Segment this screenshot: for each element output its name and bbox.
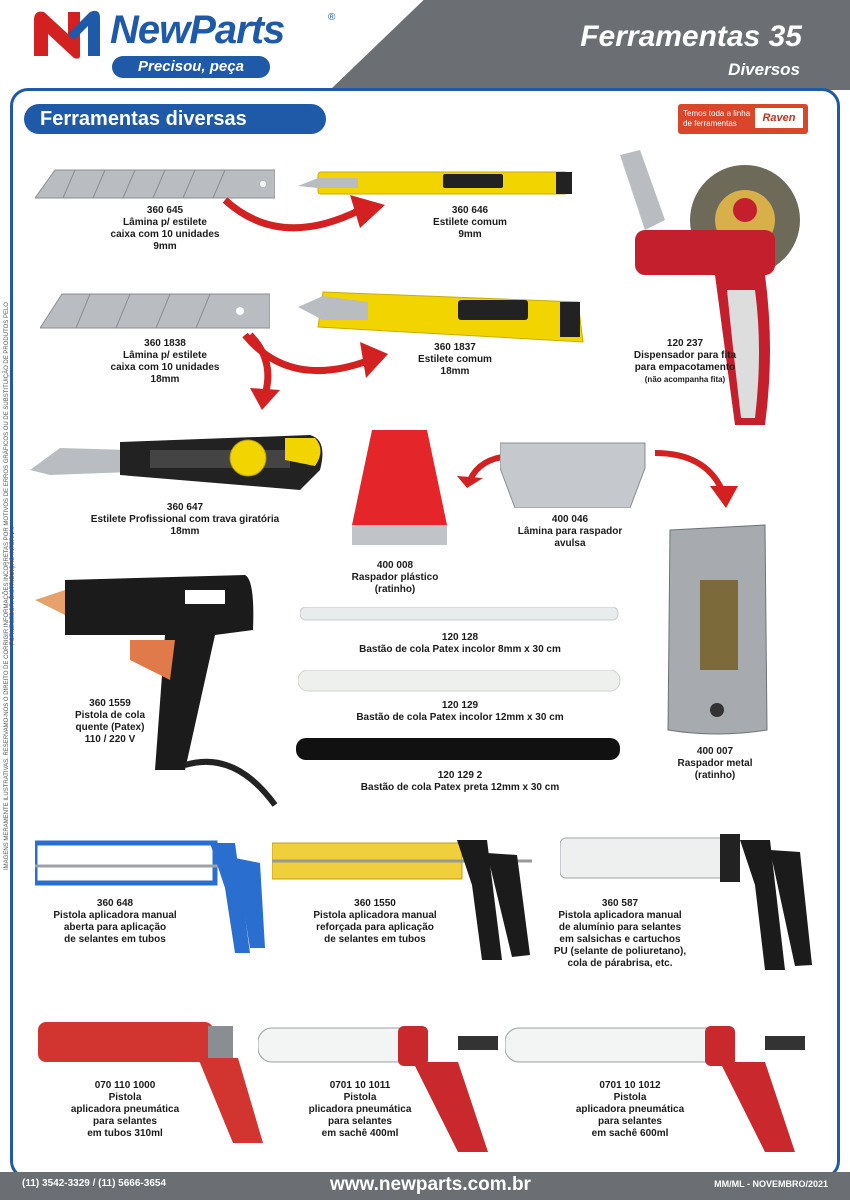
page-title: Ferramentas 35	[580, 20, 802, 53]
tape-dispenser-image	[615, 150, 815, 430]
product-desc: aplicadora pneumática	[575, 1104, 685, 1115]
product-code: 400 008	[376, 560, 414, 571]
raven-badge-line1: Temos toda a linha	[683, 109, 751, 118]
product-label	[60, 502, 310, 538]
product-code: 360 587	[601, 898, 639, 909]
product-desc: 110 / 220 V	[84, 734, 136, 745]
product-code: 400 007	[696, 746, 734, 757]
product-desc: para selantes	[328, 1116, 392, 1127]
product-label	[90, 338, 240, 386]
brand-name: NewParts	[110, 8, 285, 52]
product-desc: Estilete comum	[433, 217, 507, 228]
glue-stick-black-image	[296, 738, 622, 762]
metal-scraper-image	[665, 520, 770, 735]
product-code: 120 128	[441, 632, 479, 643]
side-disclaimer: IMAGENS MERAMENTE ILUSTRATIVAS. RESERVAMO-NOS O DIREITO DE CORRIGIR INFORMAÇÕES INCORRETAS POR MOTIVOS DE ERROS GRÁFICOS OU DE SUBSTITUIÇÃO DE PRODUTOS PELO FORNECEDOR. DISTRIBUIÇÃO INTERNA.	[4, 302, 16, 870]
product-code: 360 648	[96, 898, 134, 909]
plastic-scraper-image	[352, 425, 452, 550]
footer-date: MM/ML - NOVEMBRO/2021	[714, 1179, 828, 1189]
product-desc: Pistola	[343, 1092, 377, 1103]
product-code: 360 1550	[354, 898, 396, 909]
product-label	[45, 698, 175, 746]
product-desc: Pistola de cola	[74, 710, 146, 721]
raven-badge-line2: de ferramentas	[683, 119, 737, 128]
product-desc: 18mm	[150, 374, 180, 385]
product-desc: plicadora pneumática	[308, 1104, 412, 1115]
product-code: 120 237	[666, 338, 704, 349]
product-label	[320, 632, 600, 656]
product-desc: de selantes em tubos	[64, 934, 166, 945]
product-desc: em sachê 600ml	[591, 1128, 669, 1139]
glue-stick-12mm-image	[298, 670, 622, 692]
product-desc: PU (selante de poliuretano),	[553, 946, 687, 957]
product-desc: Pistola	[108, 1092, 142, 1103]
product-label	[400, 205, 540, 241]
product-note: (não acompanha fita)	[644, 375, 726, 384]
glue-stick-8mm-image	[300, 607, 620, 621]
product-code: 360 1837	[434, 342, 476, 353]
product-code: 120 129 2	[437, 770, 483, 781]
product-desc: Estilete Profissional com trava giratória	[90, 514, 280, 525]
product-label	[320, 770, 600, 794]
product-desc: 18mm	[170, 526, 200, 537]
product-label	[540, 898, 700, 970]
page-subtitle: Diversos	[728, 60, 800, 79]
product-desc: Lâmina p/ estilete	[123, 217, 207, 228]
glue-gun-image	[35, 570, 285, 810]
product-desc: caixa com 10 unidades	[110, 229, 220, 240]
product-label	[495, 514, 645, 550]
product-desc: Bastão de cola Patex preta 12mm x 30 cm	[360, 782, 560, 793]
raven-logo: Raven	[755, 108, 803, 128]
product-desc: Pistola aplicadora manual	[313, 910, 437, 921]
product-desc: Dispensador para fita	[633, 350, 737, 361]
product-desc: (ratinho)	[694, 770, 736, 781]
product-desc: Pistola aplicadora manual	[558, 910, 682, 921]
arrow-icon	[240, 330, 390, 410]
section-title: Ferramentas diversas	[24, 104, 326, 134]
brand-logo-icon	[28, 6, 106, 62]
product-desc: 18mm	[440, 366, 470, 377]
product-desc: aplicadora pneumática	[70, 1104, 180, 1115]
product-desc: reforçada para aplicação	[316, 922, 434, 933]
product-desc: 9mm	[458, 229, 482, 240]
product-desc: Bastão de cola Patex incolor 8mm x 30 cm	[359, 644, 561, 655]
product-desc: aberta para aplicação	[63, 922, 167, 933]
product-desc: (ratinho)	[374, 584, 416, 595]
product-code: 360 645	[146, 205, 184, 216]
product-desc: avulsa	[554, 538, 586, 549]
pro-cutter-image	[30, 430, 330, 500]
product-desc: cola de párabrisa, etc.	[567, 958, 673, 969]
product-code: 360 646	[451, 205, 489, 216]
product-desc: em salsichas e cartuchos	[559, 934, 681, 945]
product-code: 0701 10 1011	[329, 1080, 391, 1091]
product-desc: quente (Patex)	[75, 722, 145, 733]
product-desc: Raspador metal	[677, 758, 753, 769]
footer-phone: (11) 3542-3329 / (11) 5666-3654	[22, 1178, 166, 1189]
product-desc: para selantes	[598, 1116, 662, 1127]
product-label	[290, 898, 460, 946]
product-code: 360 647	[166, 502, 204, 513]
blade-18mm-image	[40, 292, 270, 330]
product-desc: Pistola aplicadora manual	[53, 910, 177, 921]
product-label	[340, 560, 450, 596]
product-label	[55, 1080, 195, 1140]
product-desc: Estilete comum	[418, 354, 492, 365]
arrow-icon	[220, 190, 390, 250]
product-desc: 9mm	[153, 241, 177, 252]
product-desc: de alumínio para selantes	[558, 922, 682, 933]
product-code: 070 110 1000	[94, 1080, 156, 1091]
brand-tagline: Precisou, peça	[112, 56, 270, 78]
product-label	[600, 338, 770, 386]
scraper-blade-image	[500, 438, 650, 508]
product-code: 400 046	[551, 514, 589, 525]
product-desc: em tubos 310ml	[87, 1128, 163, 1139]
product-desc: para empacotamento	[634, 362, 736, 373]
product-label	[660, 746, 770, 782]
product-label	[560, 1080, 700, 1140]
product-label	[320, 700, 600, 724]
product-code: 0701 10 1012	[599, 1080, 661, 1091]
arrow-icon	[650, 448, 740, 508]
product-label	[385, 342, 525, 378]
product-label	[290, 1080, 430, 1140]
product-desc: Raspador plástico	[351, 572, 439, 583]
product-desc: de selantes em tubos	[324, 934, 426, 945]
product-code: 120 129	[441, 700, 479, 711]
product-desc: Lâmina para raspador	[517, 526, 623, 537]
product-label	[35, 898, 195, 946]
product-desc: para selantes	[93, 1116, 157, 1127]
product-code: 360 1559	[89, 698, 131, 709]
product-desc: Lâmina p/ estilete	[123, 350, 207, 361]
product-code: 360 1838	[144, 338, 186, 349]
registered-mark: ®	[328, 12, 336, 23]
product-desc: em sachê 400ml	[321, 1128, 399, 1139]
product-desc: Bastão de cola Patex incolor 12mm x 30 cm	[356, 712, 564, 723]
product-label	[90, 205, 240, 253]
product-desc: Pistola	[613, 1092, 647, 1103]
product-desc: caixa com 10 unidades	[110, 362, 220, 373]
footer-url[interactable]: www.newparts.com.br	[330, 1174, 531, 1195]
